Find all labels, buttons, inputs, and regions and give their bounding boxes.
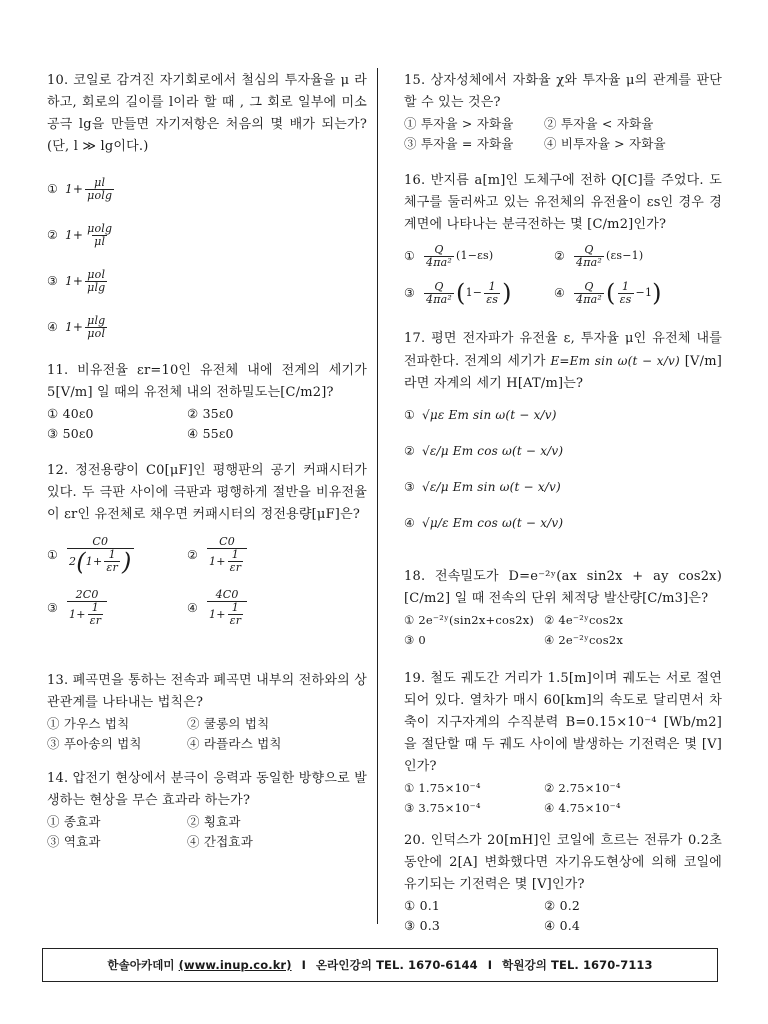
- option-4[interactable]: ④ 2e⁻²ʸcos2x: [544, 633, 624, 647]
- options: [404, 896, 722, 936]
- root-term: ε/μ: [429, 480, 449, 494]
- question-stem: 12. 정전용량이 C0[μF]인 평행판의 공기 커패시터가 있다. 두 극판 사이에 극판과 평행하게 절반을 비유전율이 εr인 유전체로 채우면 커패시터의 정전용량[μF]은?: [47, 463, 367, 522]
- option-marker: ②: [47, 228, 58, 242]
- separator: I: [487, 958, 493, 972]
- question-stem: 18. 전속밀도가 D=e⁻²ʸ(ax sin2x + ay cos2x)[C/m2] 일 때 전속의 단위 체적당 발산량[C/m3]은?: [404, 569, 722, 606]
- option-3[interactable]: ③ 50ε0: [47, 426, 94, 441]
- numerator: C0: [92, 535, 109, 548]
- numerator: μl: [94, 175, 106, 189]
- fraction: [424, 244, 454, 269]
- right-column: [404, 70, 722, 936]
- paren: ): [502, 279, 512, 307]
- options: [47, 714, 367, 754]
- fraction: [85, 177, 114, 202]
- stem-text: [V/m]라면 자계의 세기 H[AT/m]는?: [404, 354, 722, 391]
- option-marker: ③: [47, 601, 58, 615]
- options: [404, 397, 722, 541]
- question-stem: 10. 코일로 감겨진 자기회로에서 철심의 투자율을 μ 라 하고, 회로의 길이를 l이라 할 때 , 그 회로 일부에 미소 공극 lg을 만들면 자기저항은 처음의 몇 배가 되는가? (단, l ≫ lg이다.): [47, 73, 367, 154]
- option-1[interactable]: ① 1.75×10⁻⁴: [404, 781, 481, 795]
- question-stem: 11. 비유전율 εr=10인 유전체 내에 전계의 세기가 5[V/m] 일 때의 유전체 내의 전하밀도는[C/m2]?: [47, 363, 367, 400]
- denominator: 4πa²: [426, 292, 452, 306]
- option-1[interactable]: [404, 238, 554, 274]
- academy-url-link[interactable]: (www.inup.co.kr): [178, 958, 292, 972]
- denominator: 4πa²: [576, 292, 602, 306]
- question-stem: 14. 압전기 현상에서 분극이 응력과 동일한 방향으로 발생하는 현상을 무슨 효과라 하는가?: [47, 771, 367, 808]
- operator: −: [635, 286, 645, 299]
- formula-prefix: 1+: [65, 182, 84, 196]
- fraction: [574, 244, 604, 269]
- formula-prefix: 1+: [65, 274, 84, 288]
- denominator: μl: [94, 234, 106, 248]
- formula-tail: (1−εs): [456, 249, 494, 262]
- option-marker: ④: [554, 286, 565, 300]
- option-2[interactable]: [404, 433, 722, 469]
- option-4[interactable]: ④ 비투자율 > 자화율: [544, 136, 666, 151]
- fraction: [574, 281, 604, 306]
- option-marker: ④: [47, 320, 58, 334]
- option-2[interactable]: [187, 530, 327, 580]
- function-term: Em cos ω(t − x/v): [452, 516, 564, 530]
- question-10: [47, 70, 367, 360]
- function-term: Em cos ω(t − x/v): [452, 444, 564, 458]
- denominator: [207, 548, 247, 574]
- online-phone: 온라인강의 TEL. 1670-6144: [315, 958, 478, 972]
- term: 1: [85, 554, 93, 568]
- question-stem: 19. 철도 궤도간 거리가 1.5[m]이며 궤도는 서로 절연되어 있다. 열차가 매시 60[km]의 속도로 달리면서 차축이 지구자계의 수직분력 B=0.15×10⁻⁴ [Wb/m2]을 절단할 때 두 궤도 사이에 발생하는 기전력은 몇 [V]인가?: [404, 671, 722, 774]
- fraction: [67, 589, 107, 627]
- denominator: [207, 601, 247, 627]
- numerator: 1: [621, 279, 630, 293]
- question-15: [404, 70, 722, 170]
- function-term: Em sin ω(t − x/v): [452, 480, 561, 494]
- paren: ): [652, 279, 662, 307]
- term: 1: [69, 607, 77, 621]
- option-1[interactable]: ① 40ε0: [47, 406, 94, 421]
- field-formula: E=Em sin ω(t − x/v): [550, 354, 680, 368]
- question-stem: 20. 인덕스가 20[mH]인 코일에 흐르는 전류가 0.2초 동안에 2[A] 변화했다면 자기유도현상에 의해 코일에 유기되는 기전력은 몇 [V]인가?: [404, 833, 722, 892]
- fraction: [85, 315, 107, 340]
- left-column: [47, 70, 367, 852]
- question-stem: 13. 폐곡면을 통하는 전속과 폐곡면 내부의 전하와의 상관관계를 나타내는 법칙은?: [47, 673, 367, 710]
- numerator: 1: [91, 601, 99, 614]
- numerator: 1: [108, 548, 116, 561]
- operator: +: [92, 554, 103, 568]
- stem-text: 17. 평면 전자파가 유전율 ε, 투자율 μ인 유전체 내를 전파한다. 전계의 세기가: [404, 331, 722, 369]
- option-3[interactable]: ③ 역효과: [47, 834, 101, 849]
- footer-banner: [42, 948, 718, 982]
- option-2[interactable]: ② 4e⁻²ʸcos2x: [544, 613, 624, 627]
- operator: −: [472, 286, 483, 299]
- numerator: Q: [584, 279, 594, 293]
- option-1[interactable]: ① 투자율 > 자화율: [404, 116, 514, 131]
- option-2[interactable]: ② 쿨롱의 법칙: [187, 716, 270, 731]
- paren: (: [606, 279, 616, 307]
- fraction: [424, 281, 454, 306]
- sqrt-icon: √: [422, 444, 430, 458]
- option-1[interactable]: ① 2e⁻²ʸ(sin2x+cos2x): [404, 613, 535, 627]
- denominator: 4πa²: [426, 255, 452, 269]
- numerator: Q: [434, 242, 444, 256]
- fraction: [85, 223, 114, 248]
- academy-name: 한솔아카데미: [107, 958, 175, 972]
- option-marker: ④: [404, 516, 415, 530]
- option-marker: ①: [47, 182, 58, 196]
- separator: I: [301, 958, 306, 972]
- denominator: εr: [89, 614, 102, 627]
- numerator: 1: [231, 601, 239, 614]
- option-4[interactable]: ④ 0.4: [544, 918, 581, 933]
- formula-prefix: 1+: [65, 320, 84, 334]
- numerator: Q: [584, 242, 594, 256]
- option-2[interactable]: ② 횡효과: [187, 814, 241, 829]
- fraction: [67, 536, 134, 574]
- options: [47, 404, 367, 444]
- denominator: εr: [229, 614, 242, 627]
- numerator: 2C0: [75, 588, 99, 601]
- option-2[interactable]: ② 35ε0: [187, 406, 234, 421]
- option-2[interactable]: [554, 238, 704, 274]
- option-3[interactable]: ③ 0.3: [404, 918, 441, 933]
- column-divider: [377, 68, 378, 924]
- inner-fraction: [104, 549, 120, 574]
- question-14: [47, 768, 367, 852]
- option-4[interactable]: [554, 274, 704, 312]
- option-marker: ④: [187, 601, 198, 615]
- term: 1: [209, 554, 217, 568]
- option-marker: ③: [404, 286, 415, 300]
- question-11: [47, 360, 367, 460]
- option-marker: ②: [554, 249, 565, 263]
- denominator: 4πa²: [576, 255, 602, 269]
- denominator: εs: [486, 292, 499, 306]
- option-4[interactable]: [404, 505, 722, 541]
- root-term: ε/μ: [429, 444, 449, 458]
- denominator: εr: [106, 561, 118, 574]
- denominator: μol: [87, 326, 106, 340]
- fraction: [207, 589, 247, 627]
- numerator: μolg: [87, 221, 113, 235]
- option-3[interactable]: ③ 0: [404, 633, 426, 647]
- operator: +: [76, 607, 86, 621]
- fraction: [85, 269, 107, 294]
- option-1[interactable]: ① 종효과: [47, 814, 101, 829]
- option-3[interactable]: [404, 469, 722, 505]
- numerator: μol: [87, 267, 106, 281]
- question-stem: 15. 상자성체에서 자화율 χ와 투자율 μ의 관계를 판단할 수 있는 것은?: [404, 73, 722, 110]
- option-3[interactable]: ③ 푸아송의 법칙: [47, 736, 142, 751]
- function-term: Em sin ω(t − x/v): [448, 408, 557, 422]
- question-17: [404, 328, 722, 566]
- paren: (: [456, 279, 466, 307]
- denominator: εr: [229, 561, 242, 574]
- formula-prefix: 1+: [65, 228, 84, 242]
- question-19: [404, 668, 722, 830]
- option-4[interactable]: [47, 304, 367, 350]
- options: [404, 610, 722, 650]
- root-term: √με: [422, 408, 445, 422]
- question-stem: 16. 반지름 a[m]인 도체구에 전하 Q[C]를 주었다. 도체구를 둘러싸고 있는 유전체의 유전율이 εs인 경우 경계면에 나타나는 분극전하는 몇 [C/m2]인가?: [404, 173, 722, 232]
- option-marker: ③: [404, 480, 415, 494]
- option-4[interactable]: ④ 라플라스 법칙: [187, 736, 282, 751]
- option-3[interactable]: [404, 274, 554, 312]
- denominator: μolg: [87, 188, 113, 202]
- option-1[interactable]: [404, 397, 722, 433]
- numerator: 1: [231, 548, 239, 561]
- option-marker: ①: [404, 408, 415, 422]
- option-marker: ②: [187, 548, 198, 562]
- option-2[interactable]: ② 2.75×10⁻⁴: [544, 781, 621, 795]
- option-marker: ①: [404, 249, 415, 263]
- question-18: [404, 566, 722, 668]
- paren: ): [121, 547, 132, 576]
- sqrt-icon: √: [422, 480, 430, 494]
- root-term: μ/ε: [429, 516, 449, 530]
- options: [404, 778, 722, 818]
- option-3[interactable]: ③ 투자율 = 자화율: [404, 136, 514, 151]
- option-2[interactable]: [47, 212, 367, 258]
- option-marker: ③: [47, 274, 58, 288]
- option-1[interactable]: [47, 530, 187, 580]
- numerator: C0: [219, 535, 235, 548]
- options: [47, 812, 367, 852]
- question-16: [404, 170, 722, 328]
- question-12: [47, 460, 367, 670]
- options: [404, 238, 722, 312]
- denominator: [67, 601, 107, 627]
- term: 1: [209, 607, 217, 621]
- denominator: [67, 548, 134, 574]
- option-4[interactable]: ④ 55ε0: [187, 426, 234, 441]
- operator: +: [216, 607, 226, 621]
- denominator: εs: [619, 292, 632, 306]
- inner-fraction: [618, 281, 634, 306]
- option-2[interactable]: ② 투자율 < 자화율: [544, 116, 654, 131]
- numerator: 4C0: [215, 588, 239, 601]
- option-1[interactable]: ① 0.1: [404, 898, 441, 913]
- coefficient: 2: [69, 554, 77, 568]
- options: [404, 114, 722, 154]
- option-4[interactable]: ④ 4.75×10⁻⁴: [544, 801, 621, 815]
- campus-phone: 학원강의 TEL. 1670-7113: [502, 958, 653, 972]
- option-2[interactable]: ② 0.2: [544, 898, 581, 913]
- options: [47, 530, 367, 636]
- operator: +: [216, 554, 226, 568]
- option-3[interactable]: ③ 3.75×10⁻⁴: [404, 801, 481, 815]
- question-13: [47, 670, 367, 768]
- question-20: [404, 830, 722, 936]
- term: 1: [644, 286, 653, 299]
- option-1[interactable]: ① 가우스 법칙: [47, 716, 130, 731]
- option-marker: ②: [404, 444, 415, 458]
- option-3[interactable]: [47, 258, 367, 304]
- option-4[interactable]: ④ 간접효과: [187, 834, 253, 849]
- term: 1: [465, 286, 473, 299]
- inner-fraction: [88, 602, 104, 627]
- formula-tail: (εs−1): [606, 249, 644, 262]
- fraction: [207, 536, 247, 574]
- sqrt-icon: √: [422, 516, 430, 530]
- option-marker: ①: [47, 548, 58, 562]
- options: [47, 166, 367, 350]
- question-stem: [404, 328, 722, 395]
- denominator: μlg: [87, 280, 106, 294]
- numerator: μlg: [87, 313, 106, 327]
- inner-fraction: [228, 602, 244, 627]
- option-1[interactable]: [47, 166, 367, 212]
- option-4[interactable]: [187, 580, 327, 636]
- numerator: Q: [434, 279, 444, 293]
- inner-fraction: [228, 549, 244, 574]
- inner-fraction: [484, 281, 500, 306]
- numerator: 1: [488, 279, 496, 293]
- option-3[interactable]: [47, 580, 187, 636]
- paren: (: [76, 547, 86, 576]
